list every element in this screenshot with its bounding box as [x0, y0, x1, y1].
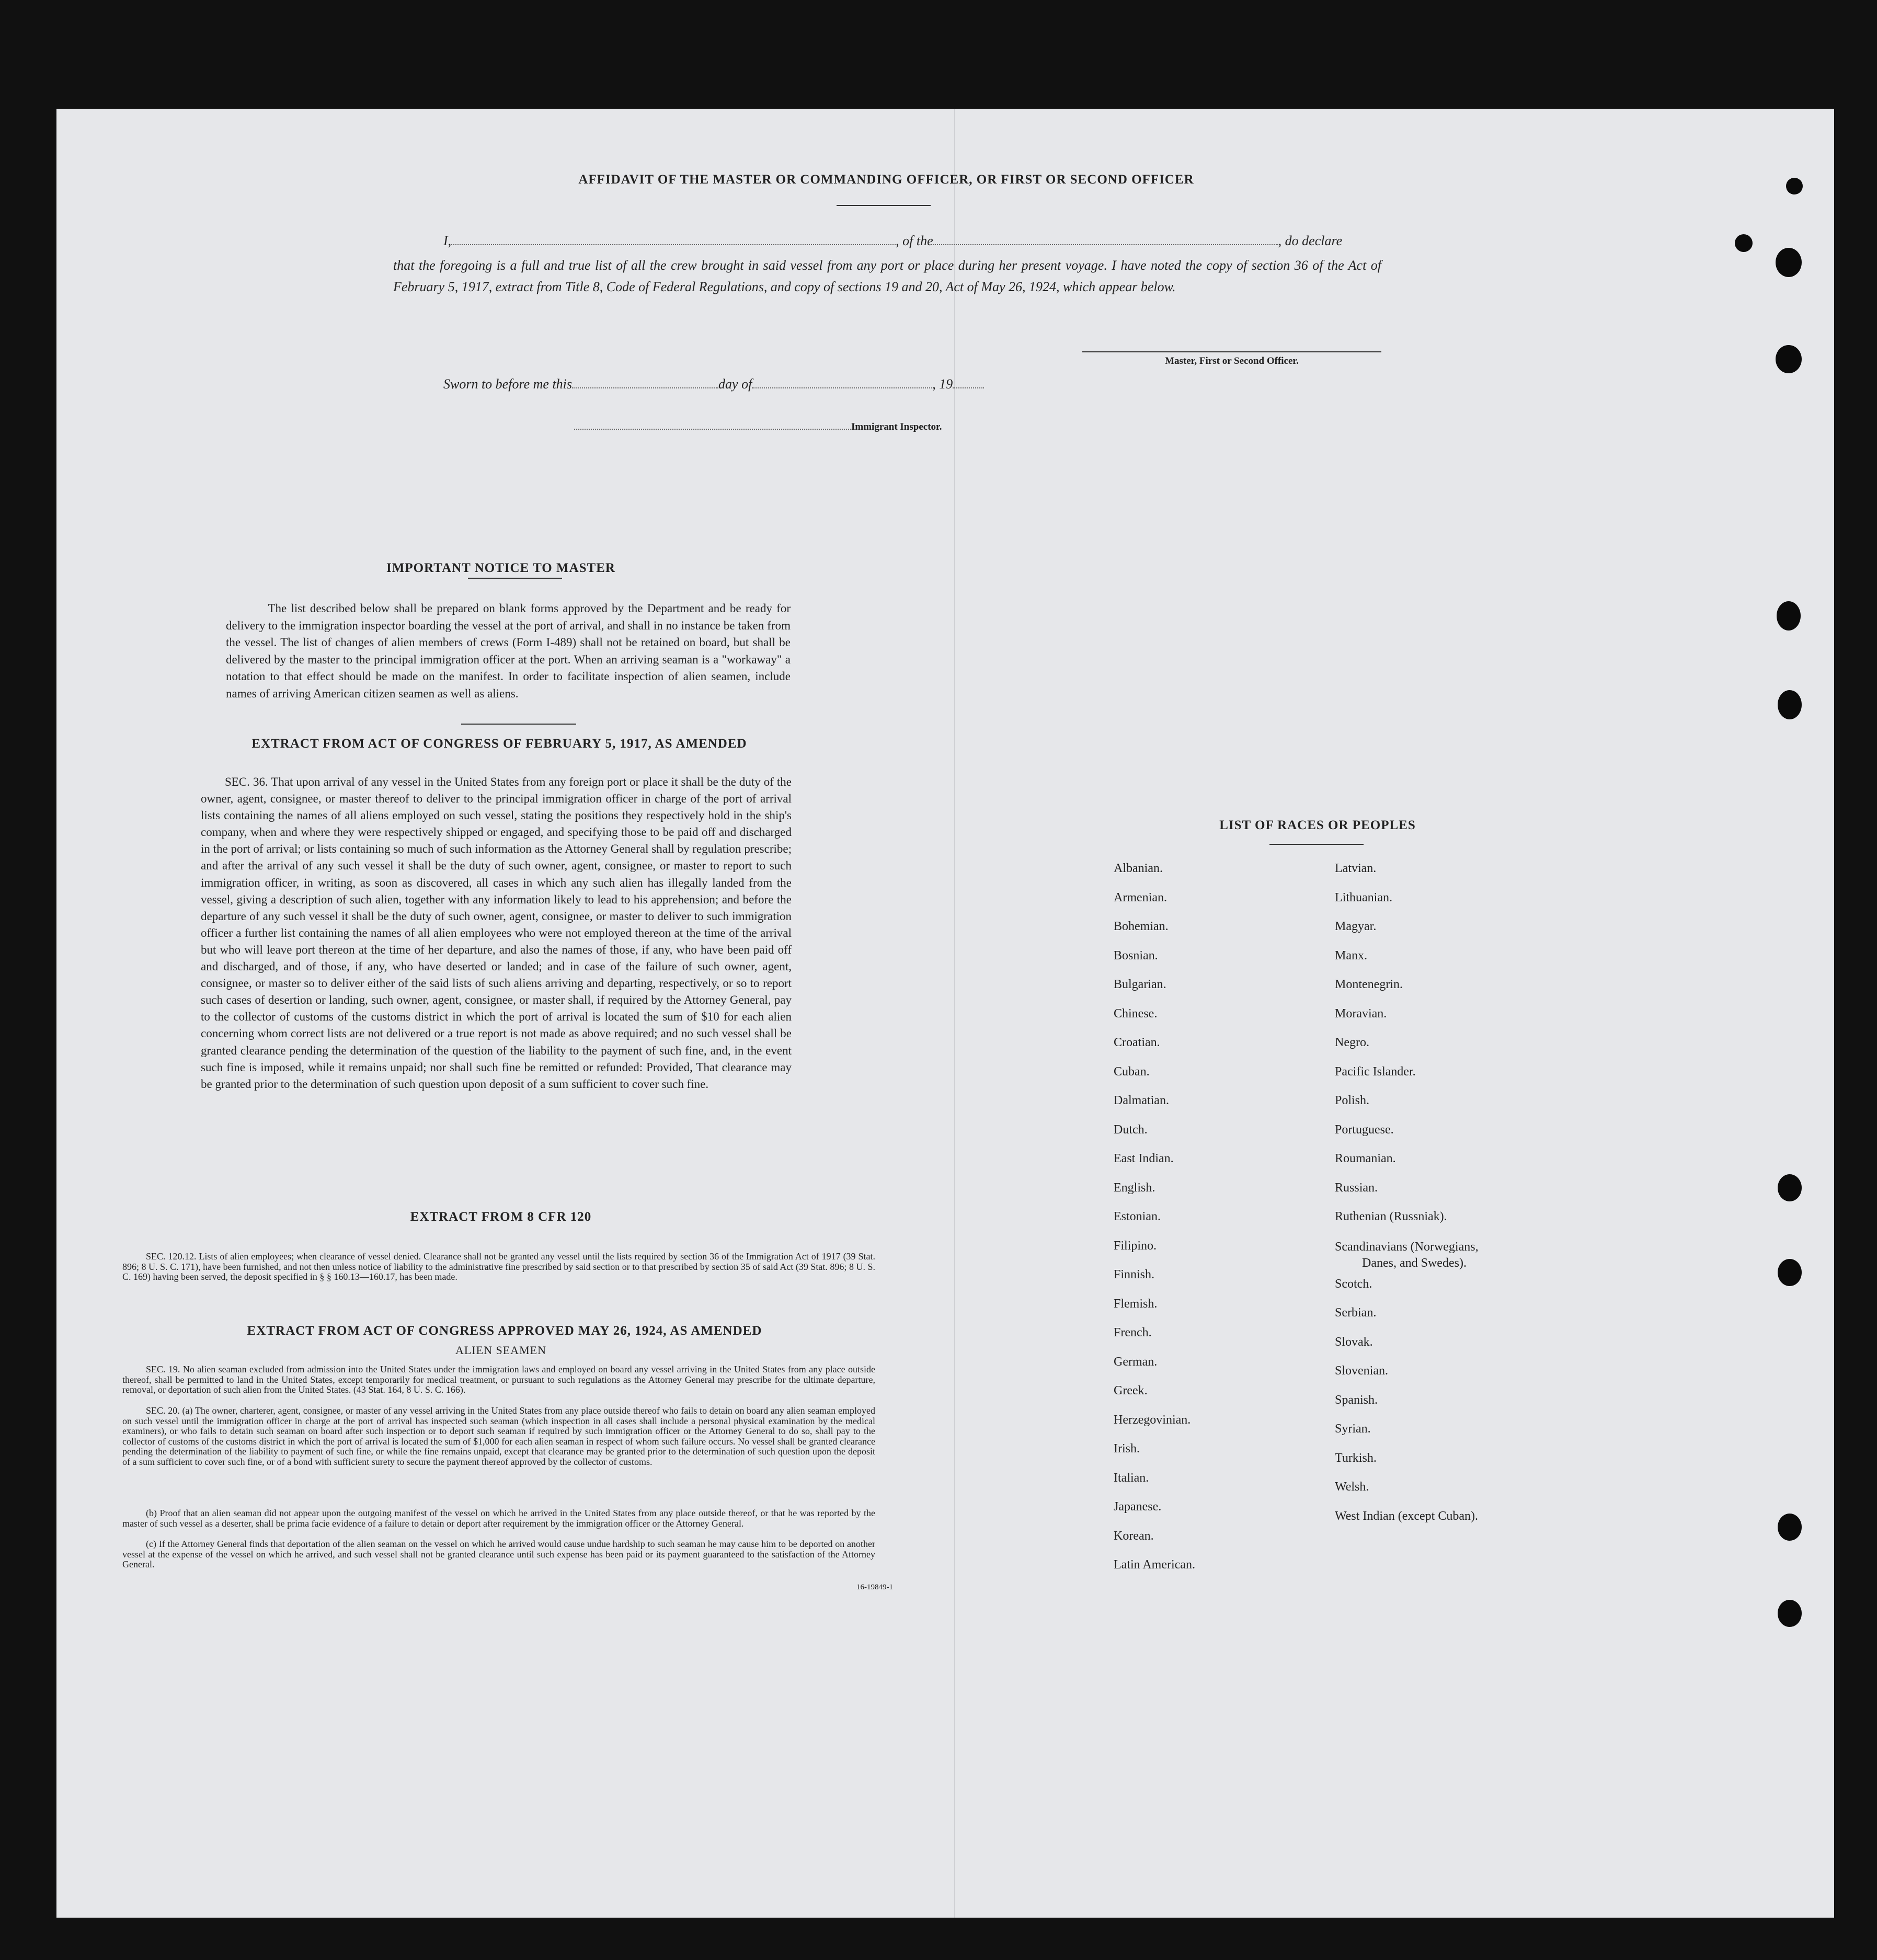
- race-item: French.: [1114, 1326, 1152, 1339]
- race-item: Italian.: [1114, 1471, 1149, 1485]
- declarant-label: I,: [443, 233, 452, 248]
- races-column-2: [1335, 862, 1479, 1538]
- affidavit-heading: AFFIDAVIT OF THE MASTER OR COMMANDING OFFICER, OR FIRST OR SECOND OFFICER: [578, 173, 1194, 187]
- race-item: Turkish.: [1335, 1451, 1377, 1465]
- race-item: Russian.: [1335, 1180, 1378, 1195]
- sworn-month-field[interactable]: [752, 387, 932, 388]
- race-item: Negro.: [1335, 1036, 1369, 1049]
- race-item: Greek.: [1114, 1384, 1148, 1397]
- race-item: Bosnian.: [1114, 948, 1158, 962]
- race-item: Portuguese.: [1335, 1122, 1394, 1137]
- races-rule: [1269, 844, 1364, 845]
- punch-hole: [1778, 690, 1802, 719]
- race-item: Herzegovinian.: [1114, 1413, 1191, 1427]
- extract-cfr-heading: EXTRACT FROM 8 CFR 120: [410, 1210, 592, 1224]
- scandinavians-line-2: Danes, and Swedes).: [1362, 1256, 1467, 1270]
- sec19-text: SEC. 19. No alien seaman excluded from admission into the United States under the immigration laws and employed on board any vessel arriving in the United States from any place outside thereof, shall be permitted to land in the United States, except temporarily for medical treatment, or pursuant to such regulations as the Attorney General may prescribe for the ultimate departure, removal, or deportation of such alien from the United States. (43 Stat. 164, 8 U. S. C. 166).: [122, 1364, 875, 1395]
- punch-hole: [1778, 1600, 1802, 1627]
- race-item: Latin American.: [1114, 1558, 1195, 1572]
- race-item: Slovenian.: [1335, 1364, 1388, 1378]
- race-item: Montenegrin.: [1335, 978, 1403, 991]
- punch-hole: [1776, 345, 1802, 373]
- of-the-label: , of the: [896, 233, 933, 248]
- notice-end-rule: [461, 724, 576, 725]
- extract-1917-heading: EXTRACT FROM ACT OF CONGRESS OF FEBRUARY 5, 1917, AS AMENDED: [251, 737, 747, 751]
- notice-heading: IMPORTANT NOTICE TO MASTER: [386, 561, 615, 575]
- race-item: Dalmatian.: [1114, 1094, 1169, 1107]
- race-item: Japanese.: [1114, 1500, 1162, 1514]
- punch-hole: [1735, 234, 1753, 252]
- races-heading: LIST OF RACES OR PEOPLES: [1219, 818, 1416, 832]
- race-item: German.: [1114, 1355, 1158, 1369]
- race-item: Cuban.: [1114, 1064, 1150, 1079]
- inspector-signature-field[interactable]: [574, 429, 851, 430]
- race-item: Estonian.: [1114, 1210, 1161, 1223]
- notice-text: The list described below shall be prepared on blank forms approved by the Department and be ready for delivery to the immigration inspector boarding the vessel at the port of arrival, and shall in no instance be taken from the vessel. The list of changes of alien members of crews (Form I-489) shall not be retained on board, but shall be delivered by the master to the principal immigration officer at the port. When an arriving seaman is a "workaway" a notation to that effect should be made on the manifest. In order to facilitate inspection of alien seamen, include names of arriving American citizen seamen as well as aliens.: [226, 602, 791, 700]
- race-item: Pacific Islander.: [1335, 1064, 1416, 1079]
- race-item-scandinavians: [1335, 1239, 1479, 1277]
- punch-hole: [1776, 248, 1802, 277]
- punch-hole: [1778, 1259, 1802, 1286]
- race-item: Flemish.: [1114, 1297, 1158, 1311]
- race-item: Spanish.: [1335, 1393, 1378, 1407]
- race-item: English.: [1114, 1180, 1155, 1195]
- extract-1917-text: SEC. 36. That upon arrival of any vessel in the United States from any foreign port or place it shall be the duty of the owner, agent, consignee, or master thereof to deliver to the principal immigration officer in charge of the port of arrival lists containing the names of all aliens employed on such vessel, stating the positions they respectively hold in the ship's company, when and where they were respectively shipped or engaged, and specifying those to be paid off and discharged in the port of arrival; or lists containing so much of such information as the Attorney General shall by regulation prescribe; and after the arrival of any such vessel it shall be the duty of such owner, agent, consignee, or master to report to such immigration officer, in writing, as soon as discovered, all cases in which any such alien has illegally landed from the vessel, giving a description of such alien, together with any information likely to lead to his apprehension; and before the departure of any such vessel it shall be the duty of such owner, agent, consignee, or master to deliver to such immigration officer a further list containing the names of all alien employees who were not employed thereon at the time of the arrival but who will leave port thereon at the time of her departure, and also the names of those, if any, who have been paid off and discharged, and of those, if any, who have deserted or landed; and in case of the failure of such owner, agent, consignee, or master so to deliver either of the said lists of such aliens arriving and departing, respectively, or so to report such cases of desertion or landing, such owner, agent, consignee, or master shall, if required by the Attorney General, pay to the collector of customs of the customs district in which the port of arrival is located the sum of $10 for each alien concerning whom correct lists are not delivered or a true report is not made as above required; and no such vessel shall be granted clearance pending the determination of the question of the liability to the payment of such fine, and, in the event such fine is imposed, while it remains unpaid; nor shall such fine be remitted or refunded: Provided, That clearance may be granted prior to the determination of such question upon deposit of a sum sufficient to cover such fine.: [201, 775, 792, 1091]
- scandinavians-line-1: Scandinavians (Norwegians,: [1335, 1240, 1479, 1254]
- sworn-day-field[interactable]: [572, 387, 718, 388]
- extract-1924-heading: EXTRACT FROM ACT OF CONGRESS APPROVED MAY 26, 1924, AS AMENDED: [247, 1324, 762, 1338]
- race-item: Polish.: [1335, 1094, 1370, 1107]
- race-item: Irish.: [1114, 1442, 1140, 1455]
- race-item: Moravian.: [1335, 1006, 1387, 1021]
- sec20a-text: SEC. 20. (a) The owner, charterer, agent, consignee, or master of any vessel arriving in the United States from any place outside thereof who fails to detain on board any alien seaman employed on such vessel until the immigration officer in charge at the port of arrival has inspected such seaman (which inspection in all cases shall include a personal physical examination by the medical examiners), or who fails to detain such seaman on board after such inspection or to deport such seaman if required by such immigration officer or the Attorney General to do so, shall pay to the collector of customs of the customs district in which the port of arrival is located the sum of $1,000 for each alien seaman in respect of whom such failure occurs. No vessel shall be granted clearance pending the determination of the liability to payment of such fine, or while the fine remains unpaid, except that clearance may be granted prior to the determination of such question upon the deposit of a sum sufficient to cover such fine, or of a bond with sufficient surety to secure the payment thereof approved by the collector of customs.: [122, 1405, 875, 1467]
- extract-cfr-text: SEC. 120.12. Lists of alien employees; when clearance of vessel denied. Clearance shall not be granted any vessel until the lists required by section 36 of the Immigration Act of 1917 (39 Stat. 896; 8 U. S. C. 171), have been furnished, and not then unless notice of liability to the administrative fine prescribed by said section or to that prescribed by section 35 of said Act (39 Stat. 896; 8 U. S. C. 169) having been served, the deposit specified in § § 160.13—160.17, has been made.: [122, 1251, 875, 1282]
- race-item: Magyar.: [1335, 920, 1377, 933]
- race-item: Armenian.: [1114, 890, 1167, 904]
- race-item: Bohemian.: [1114, 920, 1169, 933]
- race-item: Croatian.: [1114, 1036, 1160, 1049]
- punch-hole: [1778, 1514, 1802, 1541]
- race-item: Serbian.: [1335, 1306, 1377, 1320]
- affidavit-declaration-line: [443, 233, 1379, 249]
- race-item: Albanian.: [1114, 862, 1163, 875]
- declarant-name-field[interactable]: [451, 244, 896, 245]
- sec20b-text: (b) Proof that an alien seaman did not appear upon the outgoing manifest of the vessel on which he arrived in the United States from any place outside thereof, or that he was reported by the master of such vessel as a deserter, shall be prima facie evidence of a failure to detain or deport after requirement by the immigration officer or the Attorney General.: [122, 1508, 875, 1529]
- alien-seamen-subheading: ALIEN SEAMEN: [455, 1344, 546, 1357]
- races-column-1: [1114, 862, 1195, 1587]
- do-declare-label: , do declare: [1278, 233, 1343, 248]
- form-number: 16-19849-1: [856, 1583, 893, 1591]
- sworn-line: [443, 376, 1071, 392]
- affidavit-body: that the foregoing is a full and true list of all the crew brought in said vessel from any port or place during her present voyage. I have noted the copy of section 36 of the Act of February 5, 1917, extract from Title 8, Code of Federal Regulations, and copy of sections 19 and 20, Act of May 26, 1924, which appear below.: [393, 258, 1381, 294]
- sworn-year-field[interactable]: [953, 387, 984, 388]
- race-item: Korean.: [1114, 1529, 1154, 1543]
- inspector-line: [574, 421, 992, 433]
- race-item: Manx.: [1335, 948, 1367, 962]
- signature-label: Master, First or Second Officer.: [1165, 356, 1299, 366]
- race-item: Filipino.: [1114, 1239, 1157, 1253]
- punch-hole: [1777, 601, 1801, 631]
- race-item: Roumanian.: [1335, 1152, 1396, 1165]
- race-item: Chinese.: [1114, 1006, 1158, 1021]
- race-item: Finnish.: [1114, 1268, 1155, 1281]
- race-item: Scotch.: [1335, 1277, 1372, 1291]
- notice-rule: [468, 578, 562, 579]
- race-item: Ruthenian (Russniak).: [1335, 1210, 1447, 1223]
- race-item: Slovak.: [1335, 1335, 1373, 1349]
- race-item: Dutch.: [1114, 1122, 1148, 1137]
- race-item: Latvian.: [1335, 862, 1377, 875]
- race-item: Welsh.: [1335, 1480, 1369, 1494]
- race-item: East Indian.: [1114, 1152, 1174, 1165]
- vessel-name-field[interactable]: [933, 244, 1278, 245]
- sec20c-text: (c) If the Attorney General finds that deportation of the alien seaman on the vessel on which he arrived would cause undue hardship to such seaman he may cause him to be deported on another vessel at the expense of the vessel on which he arrived, and such vessel shall not be granted clearance until such expense has been paid or its payment guaranteed to the satisfaction of the Attorney General.: [122, 1539, 875, 1569]
- race-item: Syrian.: [1335, 1422, 1371, 1436]
- race-item: West Indian (except Cuban).: [1335, 1509, 1478, 1523]
- race-item: Lithuanian.: [1335, 890, 1392, 904]
- year-label: , 19: [932, 376, 953, 392]
- heading-rule: [837, 205, 931, 206]
- signature-line[interactable]: [1082, 351, 1381, 352]
- day-of-label: day of: [718, 376, 752, 392]
- inspector-label: Immigrant Inspector.: [851, 421, 942, 432]
- punch-hole: [1778, 1174, 1802, 1201]
- punch-hole: [1786, 178, 1803, 194]
- sworn-label: Sworn to before me this: [443, 376, 573, 392]
- race-item: Bulgarian.: [1114, 978, 1166, 991]
